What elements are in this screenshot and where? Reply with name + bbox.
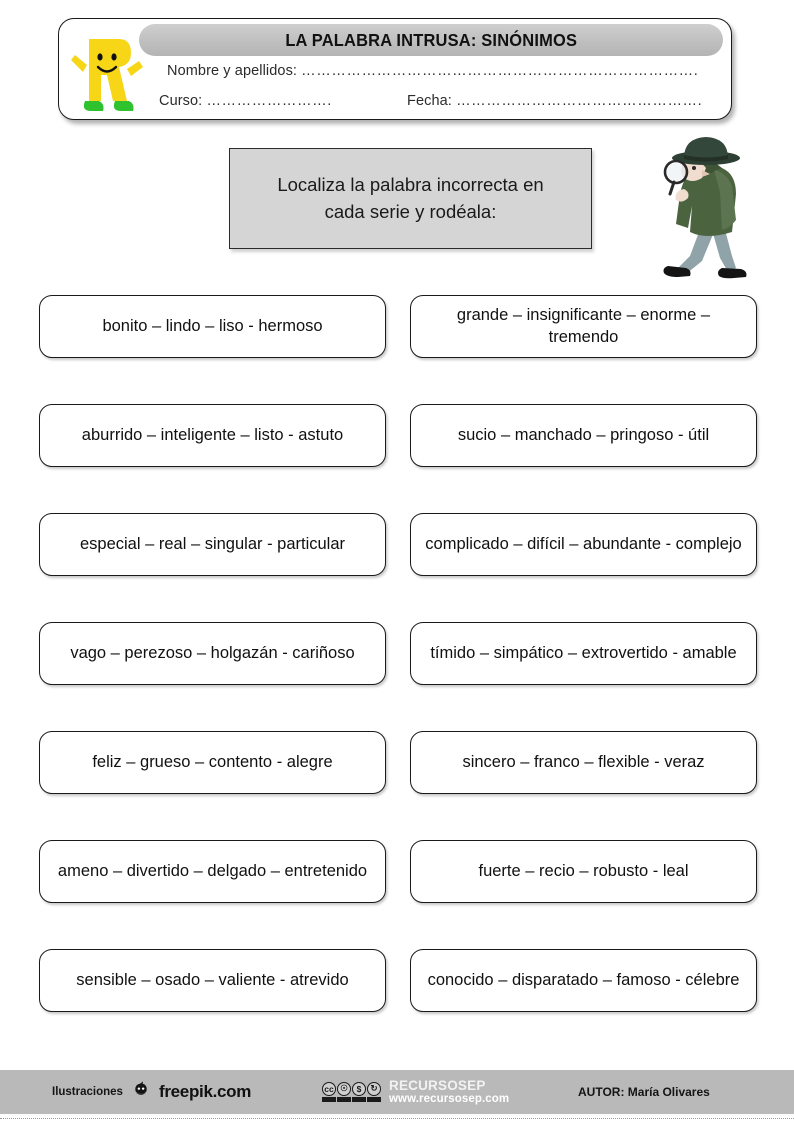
illustrations-label: Ilustraciones (52, 1086, 123, 1098)
freepik-label[interactable]: freepik.com (158, 1082, 252, 1101)
word-box[interactable] (410, 731, 757, 794)
curso-field-line (159, 93, 332, 109)
word-series-text: grande – insignificante – enorme – tremendo (456, 306, 711, 346)
word-box[interactable] (39, 949, 386, 1012)
word-series-text: aburrido – inteligente – listo - astuto (81, 425, 344, 444)
word-box[interactable] (39, 404, 386, 467)
instruction-line-1: Localiza la palabra incorrecta en (277, 174, 544, 196)
name-field-input[interactable]: ……………………………………………………………………. (301, 63, 699, 79)
word-box[interactable] (39, 840, 386, 903)
exercise-row (39, 513, 757, 576)
yellow-r-mascot-icon (67, 25, 147, 117)
footer-license-credit (322, 1079, 509, 1106)
exercise-row (39, 404, 757, 467)
curso-field-label: Curso: (159, 93, 207, 109)
exercise-row (39, 949, 757, 1012)
word-box[interactable] (410, 622, 757, 685)
word-series-text: tímido – simpático – extrovertido - amable (430, 643, 737, 662)
instruction-text (267, 172, 553, 225)
name-field-label: Nombre y apellidos: (167, 63, 302, 79)
word-series-text: especial – real – singular - particular (79, 534, 346, 553)
word-series-text: sucio – manchado – pringoso - útil (457, 425, 710, 444)
word-series-text: feliz – grueso – contento - alegre (92, 752, 333, 771)
instruction-line-2: cada serie y rodéala: (324, 200, 497, 222)
fecha-field-input[interactable]: …………………………………………. (456, 93, 703, 109)
footer-illustrations-credit (52, 1081, 251, 1103)
detective-magnifier-icon (640, 128, 770, 280)
worksheet-title-pill (139, 24, 723, 56)
exercise-row (39, 622, 757, 685)
word-series-text: ameno – divertido – delgado – entretenido (57, 861, 368, 880)
footer-divider (0, 1118, 794, 1119)
word-box[interactable] (39, 731, 386, 794)
word-series-text: vago – perezoso – holgazán - cariñoso (70, 643, 355, 662)
page-title: LA PALABRA INTRUSA: SINÓNIMOS (285, 29, 577, 50)
recursosep-brand (389, 1079, 509, 1106)
footer-bar (0, 1070, 794, 1114)
word-series-text: sincero – franco – flexible - veraz (462, 752, 705, 771)
exercise-grid (39, 295, 757, 1058)
word-series-text: bonito – lindo – liso - hermoso (102, 316, 323, 335)
word-box[interactable] (39, 513, 386, 576)
word-box[interactable] (39, 622, 386, 685)
exercise-row (39, 295, 757, 358)
word-series-text: conocido – disparatado – famoso - célebre (427, 970, 740, 989)
name-field-line (167, 63, 698, 79)
fecha-field-line (407, 93, 702, 109)
word-box[interactable] (410, 949, 757, 1012)
instruction-box (229, 148, 592, 249)
recursosep-name: RECURSOSEP (389, 1077, 486, 1093)
author-credit: AUTOR: María Olivares (578, 1085, 710, 1099)
curso-field-input[interactable]: ……………………. (206, 93, 332, 109)
creative-commons-icon: cc ☉ $ ↻ (322, 1082, 381, 1102)
exercise-row (39, 731, 757, 794)
word-series-text: fuerte – recio – robusto - leal (478, 861, 689, 880)
word-box[interactable] (39, 295, 386, 358)
freepik-logo-icon (132, 1081, 150, 1103)
fecha-field-label: Fecha: (407, 93, 457, 109)
word-box[interactable] (410, 513, 757, 576)
exercise-row (39, 840, 757, 903)
word-box[interactable] (410, 295, 757, 358)
recursosep-url[interactable]: www.recursosep.com (389, 1093, 510, 1106)
word-series-text: complicado – difícil – abundante - complejo (425, 534, 742, 553)
worksheet-header-card (58, 18, 732, 120)
word-box[interactable] (410, 840, 757, 903)
word-series-text: sensible – osado – valiente - atrevido (76, 970, 349, 989)
word-box[interactable] (410, 404, 757, 467)
